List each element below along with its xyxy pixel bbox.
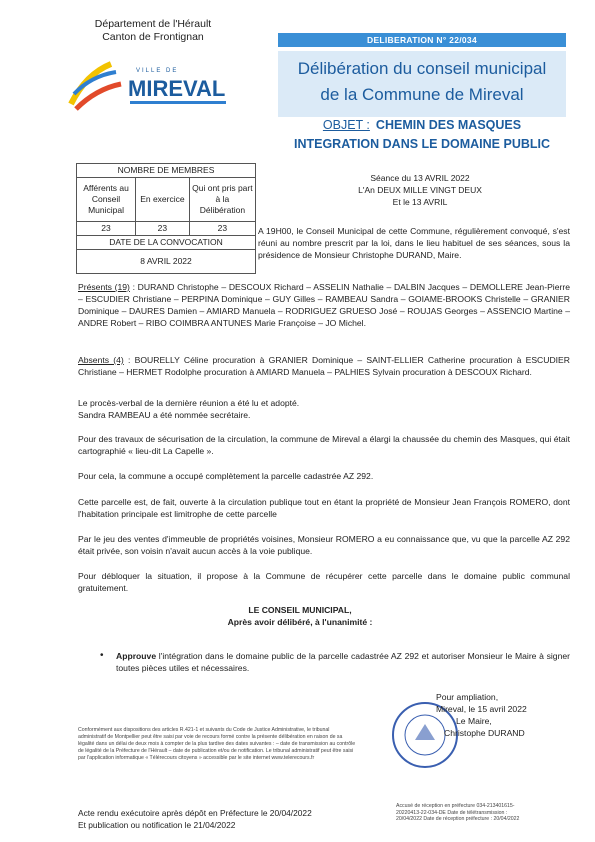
members-val-afferents: 23	[77, 222, 136, 236]
signature-date: Mireval, le 15 avril 2022	[436, 704, 527, 714]
members-val-exercice: 23	[136, 222, 190, 236]
signature-name: Christophe DURAND	[444, 728, 525, 738]
convocation-label: DATE DE LA CONVOCATION	[77, 236, 256, 250]
seance-block	[300, 172, 540, 208]
logo-small-text: VILLE DE	[136, 68, 179, 74]
footer-publication: Et publication ou notification le 21/04/2022	[78, 820, 236, 830]
footer-block	[78, 807, 338, 831]
conseil-line-2: Après avoir délibéré, à l'unanimité :	[227, 617, 373, 627]
decision-verb: Approuve	[116, 651, 157, 661]
deliberation-number: DELIBERATION N° 22/034	[278, 33, 566, 47]
seance-line-3: Et le 13 AVRIL	[392, 197, 448, 207]
department-heading	[78, 18, 228, 44]
members-header: NOMBRE DE MEMBRES	[77, 164, 256, 178]
seance-line-2: L'An DEUX MILLE VINGT DEUX	[358, 185, 482, 195]
objet-line-1: CHEMIN DES MASQUES	[375, 118, 522, 132]
paragraph-3: Cette parcelle est, de fait, ouverte à la circulation publique tout en étant la propriété de Monsieur Jean François ROMERO, dont l'habitation principale est limitrophe de cette parcelle	[78, 497, 570, 519]
signature-ampliation: Pour ampliation,	[436, 692, 499, 702]
presents-label: Présents (19)	[78, 282, 130, 292]
decision-item	[100, 650, 570, 674]
bullet-icon: •	[100, 650, 104, 661]
title-line-1: Délibération du conseil municipal	[297, 59, 547, 78]
pv-line: Le procès-verbal de la dernière réunion a été lu et adopté.	[78, 398, 300, 408]
logo-main-text: MIREVAL	[128, 76, 226, 101]
footer-executoire: Acte rendu exécutoire après dépôt en Préfecture le 20/04/2022	[78, 808, 312, 818]
members-table	[76, 163, 256, 274]
conseil-heading	[200, 604, 400, 628]
members-col-exercice: En exercice	[136, 178, 190, 222]
members-col-afferents: Afférents au Conseil Municipal	[77, 178, 136, 222]
intro-paragraph: A 19H00, le Conseil Municipal de cette Commune, régulièrement convoqué, s'est réuni au nombre prescrit par la loi, dans le lieu habituel de ses séances, sous la présidence de Monsieur Christophe DURAND, Maire.	[258, 226, 570, 260]
decision-text: l'intégration dans le domaine public de la parcelle cadastrée AZ 292 et autoriser Monsieur le Maire à signer toutes pièces utiles et nécessaires.	[116, 651, 570, 673]
paragraph-1: Pour des travaux de sécurisation de la circulation, la commune de Mireval a élargi la chaussée du chemin des Masques, qui était cartographié « lieu-dit La Capelle ».	[78, 434, 570, 456]
presents-paragraph	[78, 281, 570, 329]
legal-notice: Conformément aux dispositions des articles R.421-1 et suivants du Code de Justice Administrative, le tribunal administratif de Montpellier peut être saisi par voie de recours formé contre la présente délibération en raison de sa légalité dans un délai de deux mois à compter de la plus tardive des dates suivantes : – date de transmission au contrôle de légalité de la Préfecture de l'Hérault – date de publication et/ou de notification. Le tribunal administratif peut être saisi par l'application informatique « Télérecours citoyens » accessible par le site internet www.telerecours.fr	[78, 727, 356, 761]
page-title	[278, 56, 566, 108]
presents-list: : DURAND Christophe – DESCOUX Richard – ASSELIN Nathalie – DALBIN Jacques – DEMOLLERE Jean-Pierre – ESCUDIER Christiane – PERPINA Dominique – GUY Gilles – RAMBEAU Sandra – GOIAME-BROOKS Christelle – GRANIER Dominique – DAURES Damien – AMIARD Manuela – RODRIGUEZ GRUESO José – ROUJAS Georges – ASSENCIO Martine – ANDRE Robert – RIBO COIMBRA ANTUNES Marie Françoise – JO Michel.	[78, 282, 570, 328]
objet-line-2: INTEGRATION DANS LE DOMAINE PUBLIC	[293, 137, 551, 151]
prefecture-stamp: Accusé de réception en préfecture 034-213401615-20220413-22-034-DE Date de télétransmission : 20/04/2022 Date de réception préfecture : 20/04/2022	[396, 803, 520, 822]
objet-label: OBJET :	[322, 118, 370, 132]
conseil-line-1: LE CONSEIL MUNICIPAL,	[248, 605, 352, 615]
signature-title: Le Maire,	[456, 716, 492, 726]
department-name: Département de l'Hérault	[94, 18, 212, 30]
members-col-deliberation: Qui ont pris part à la Délibération	[189, 178, 255, 222]
paragraph-4: Par le jeu des ventes d'immeuble de propriétés voisines, Monsieur ROMERO a eu connaissance que, vu que la parcelle AZ 292 était privée, son voisin n'avait aucun accès à la voie publique.	[78, 534, 570, 556]
secretaire-line: Sandra RAMBEAU a été nommée secrétaire.	[78, 410, 251, 420]
absents-paragraph	[78, 354, 570, 378]
convocation-date: 8 AVRIL 2022	[77, 250, 256, 274]
paragraph-2: Pour cela, la commune a occupé complètement la parcelle cadastrée AZ 292.	[78, 471, 374, 481]
objet-block	[278, 116, 566, 154]
mireval-logo	[66, 54, 236, 114]
paragraph-5: Pour débloquer la situation, il propose à la Commune de récupérer cette parcelle dans le domaine public communal gratuitement.	[78, 571, 570, 593]
absents-list: : BOURELLY Céline procuration à GRANIER Dominique – SAINT-ELLIER Catherine procuration à ESCUDIER Christiane – HERMET Rodolphe procuration à AMIARD Manuela – PALHIES Sylvain procuration à DESCOUX Richard.	[78, 355, 570, 377]
title-line-2: de la Commune de Mireval	[320, 85, 524, 104]
signature-block	[436, 691, 566, 739]
seance-line-1: Séance du 13 AVRIL 2022	[370, 173, 470, 183]
canton-name: Canton de Frontignan	[102, 31, 204, 43]
absents-label: Absents (4)	[78, 355, 124, 365]
members-val-deliberation: 23	[189, 222, 255, 236]
